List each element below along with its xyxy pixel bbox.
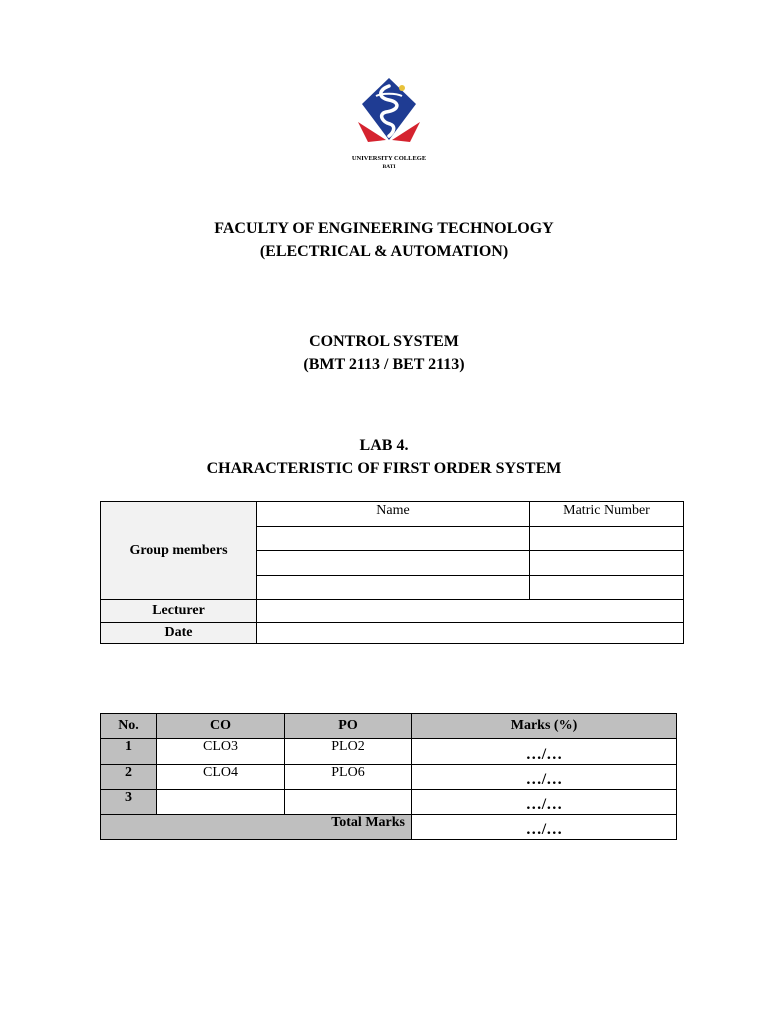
co-cell: CLO3 xyxy=(157,739,285,765)
name-column-header: Name xyxy=(257,502,530,527)
po-cell: PLO6 xyxy=(285,765,412,790)
course-heading xyxy=(0,330,768,376)
member-matric-field[interactable] xyxy=(530,527,684,551)
member-name-field[interactable] xyxy=(257,527,530,551)
lab-title: CHARACTERISTIC OF FIRST ORDER SYSTEM xyxy=(206,460,562,477)
university-logo-emblem-icon xyxy=(351,76,427,172)
faculty-line2: (ELECTRICAL & AUTOMATION) xyxy=(259,243,509,260)
no-column-header: No. xyxy=(101,714,157,739)
total-marks-label: Total Marks xyxy=(101,815,412,840)
logo-text-line2: BATI xyxy=(382,164,396,170)
member-name-field[interactable] xyxy=(257,576,530,600)
row-number: 2 xyxy=(101,765,157,790)
logo-text-line1: UNIVERSITY COLLEGE xyxy=(351,155,427,162)
row-number: 1 xyxy=(101,739,157,765)
member-matric-field[interactable] xyxy=(530,576,684,600)
faculty-line1: FACULTY OF ENGINEERING TECHNOLOGY xyxy=(214,220,554,237)
marks-cell[interactable]: …/… xyxy=(412,765,677,790)
marks-column-header: Marks (%) xyxy=(412,714,677,739)
member-matric-field[interactable] xyxy=(530,551,684,576)
lecturer-field[interactable] xyxy=(257,600,684,623)
row-number: 3 xyxy=(101,790,157,815)
po-cell xyxy=(285,790,412,815)
total-marks-cell[interactable]: …/… xyxy=(412,815,677,840)
date-label: Date xyxy=(101,623,257,644)
matric-column-header: Matric Number xyxy=(530,502,684,527)
po-cell: PLO2 xyxy=(285,739,412,765)
co-cell xyxy=(157,790,285,815)
group-members-table xyxy=(100,501,684,644)
co-cell: CLO4 xyxy=(157,765,285,790)
lab-heading xyxy=(0,434,768,480)
lecturer-label: Lecturer xyxy=(101,600,257,623)
marks-cell[interactable]: …/… xyxy=(412,790,677,815)
lab-number: LAB 4. xyxy=(359,437,409,454)
member-name-field[interactable] xyxy=(257,551,530,576)
group-members-label: Group members xyxy=(101,502,257,600)
po-column-header: PO xyxy=(285,714,412,739)
course-code: (BMT 2113 / BET 2113) xyxy=(303,356,465,373)
marks-cell[interactable]: …/… xyxy=(412,739,677,765)
co-column-header: CO xyxy=(157,714,285,739)
marks-table xyxy=(100,713,677,840)
university-logo xyxy=(351,76,427,172)
course-title: CONTROL SYSTEM xyxy=(309,333,459,350)
faculty-heading xyxy=(0,217,768,263)
date-field[interactable] xyxy=(257,623,684,644)
